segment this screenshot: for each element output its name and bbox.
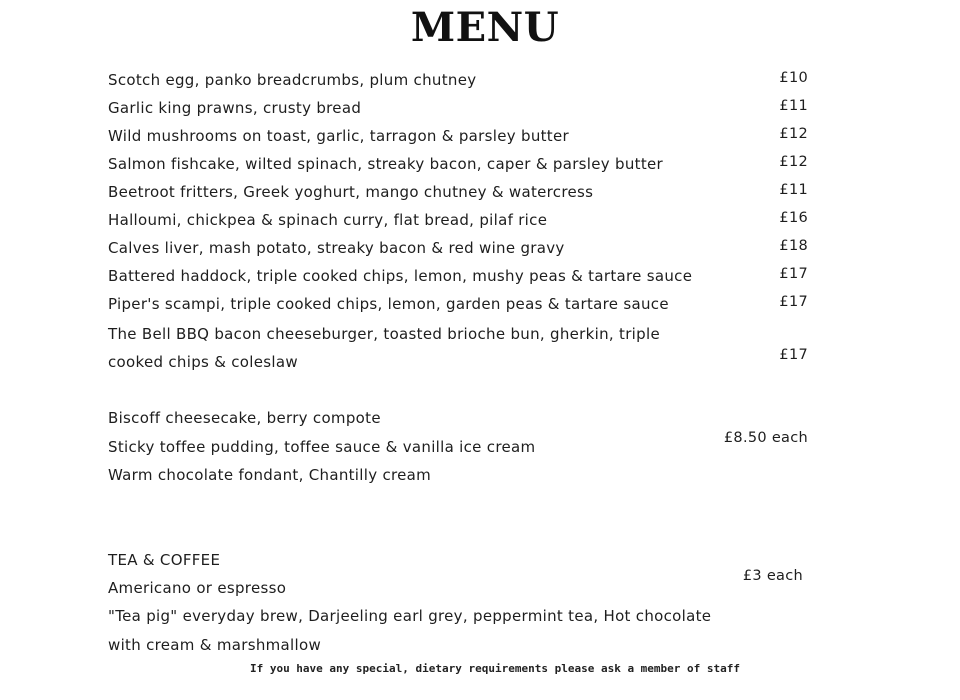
menu-item (108, 154, 808, 180)
menu-item-price: £17 (779, 294, 808, 310)
menu-item-price: £11 (779, 98, 808, 114)
menu-item-name: Piper's scampi, triple cooked chips, lemon, garden peas & tartare sauce (108, 295, 669, 313)
burger-line-2: cooked chips & coleslaw (108, 353, 298, 371)
menu-item-name: Wild mushrooms on toast, garlic, tarragon & parsley butter (108, 127, 569, 145)
menu-item (108, 70, 808, 96)
menu-item-price: £11 (779, 182, 808, 198)
menu-item (108, 294, 808, 320)
menu-item-name: Scotch egg, panko breadcrumbs, plum chutney (108, 71, 477, 89)
dessert-item: Sticky toffee pudding, toffee sauce & vanilla ice cream (108, 438, 536, 456)
menu-item (108, 238, 808, 264)
drinks-heading: TEA & COFFEE (108, 551, 221, 569)
menu-item-name: Calves liver, mash potato, streaky bacon & red wine gravy (108, 239, 565, 257)
menu-title: MENU (410, 4, 560, 51)
menu-item-price: £18 (779, 238, 808, 254)
menu-item (108, 126, 808, 152)
drinks-line: Americano or espresso (108, 579, 287, 597)
burger-price: £17 (779, 347, 808, 363)
drinks-price: £3 each (742, 568, 803, 584)
menu-item-name: Beetroot fritters, Greek yoghurt, mango chutney & watercress (108, 183, 594, 201)
menu-item (108, 266, 808, 292)
menu-item-price: £12 (779, 154, 808, 170)
drinks-line: "Tea pig" everyday brew, Darjeeling earl grey, peppermint tea, Hot chocolate (108, 607, 712, 625)
dietary-notice: If you have any special, dietary requirements please ask a member of staff (249, 662, 741, 675)
menu-item-price: £12 (779, 126, 808, 142)
dessert-item: Biscoff cheesecake, berry compote (108, 409, 381, 427)
menu-item-name: Garlic king prawns, crusty bread (108, 99, 362, 117)
dessert-price: £8.50 each (723, 430, 808, 446)
dessert-item: Warm chocolate fondant, Chantilly cream (108, 466, 432, 484)
menu-item (108, 98, 808, 124)
drinks-line: with cream & marshmallow (108, 636, 322, 654)
menu-item-name: Halloumi, chickpea & spinach curry, flat bread, pilaf rice (108, 211, 548, 229)
menu-item-price: £17 (779, 266, 808, 282)
menu-item-price: £16 (779, 210, 808, 226)
menu-item-price: £10 (779, 70, 808, 86)
menu-item (108, 210, 808, 236)
burger-line-1: The Bell BBQ bacon cheeseburger, toasted brioche bun, gherkin, triple (108, 325, 660, 343)
menu-item-name: Battered haddock, triple cooked chips, lemon, mushy peas & tartare sauce (108, 267, 693, 285)
menu-item (108, 182, 808, 208)
menu-item-name: Salmon fishcake, wilted spinach, streaky bacon, caper & parsley butter (108, 155, 664, 173)
